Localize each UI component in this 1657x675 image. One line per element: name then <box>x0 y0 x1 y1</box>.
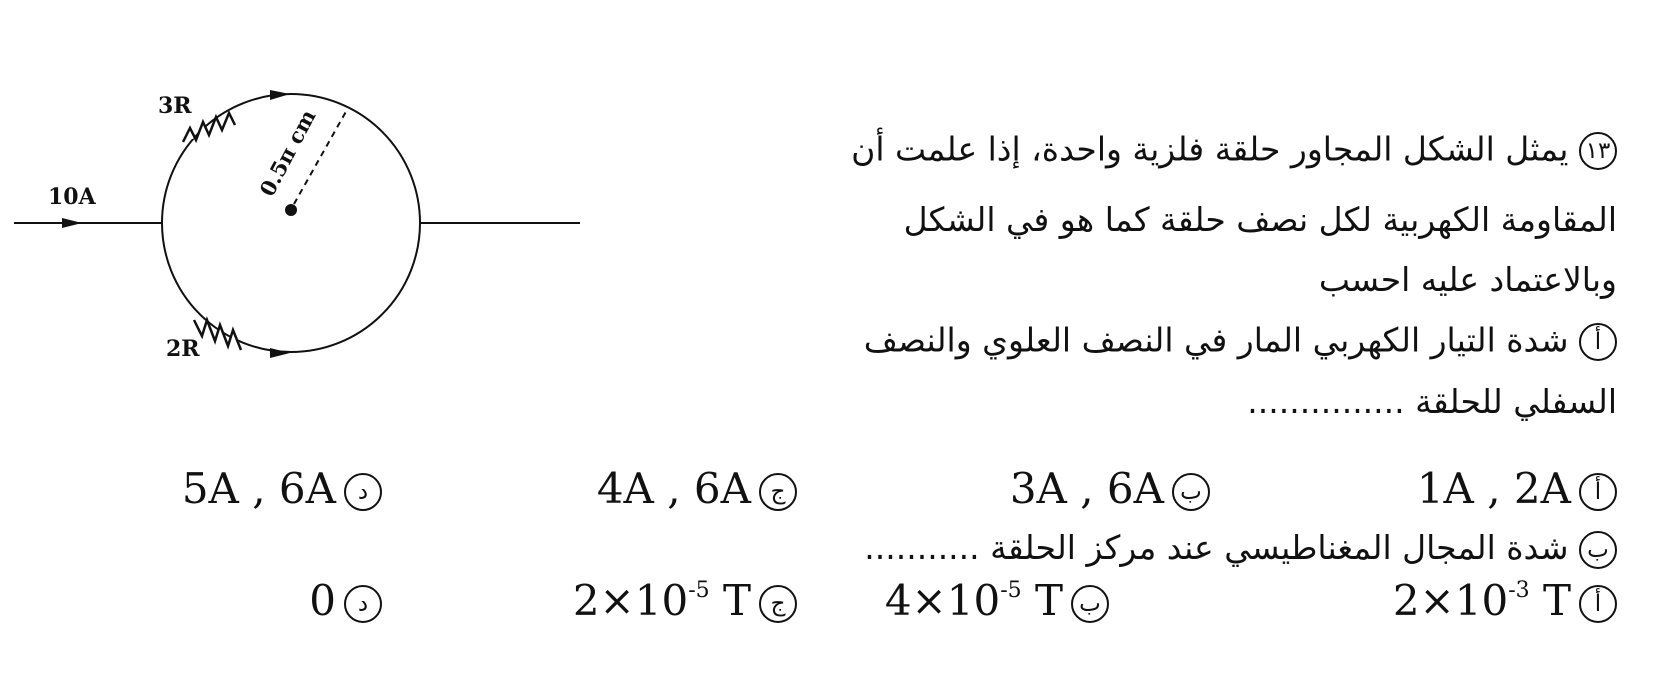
part-b-line <box>864 528 1617 569</box>
option-a4[interactable]: 5A , 6A د <box>182 468 382 511</box>
ring-center-dot <box>285 204 297 216</box>
upper-resistor-label: 3R <box>158 93 192 119</box>
option-marker: ب <box>1071 585 1109 623</box>
option-marker: ب <box>1172 473 1210 511</box>
option-a2[interactable]: 3A , 6A ب <box>1010 468 1210 511</box>
question-number: ١٣ <box>1579 132 1617 170</box>
input-arrow <box>62 218 82 228</box>
part-b-marker: ب <box>1579 531 1617 569</box>
option-b1[interactable]: $2\times 10^{-3}$ T أ <box>1393 580 1617 623</box>
question-line-3: وبالاعتماد عليه احسب <box>1318 260 1617 299</box>
lower-resistor-label: 2R <box>166 336 200 362</box>
option-marker: ج <box>759 585 797 623</box>
part-a-line-2: السفلي للحلقة ............... <box>1247 382 1617 421</box>
question-line-2: المقاومة الكهربية لكل نصف حلقة كما هو في الشكل <box>903 200 1617 239</box>
option-a3[interactable]: 4A , 6A ج <box>597 468 797 511</box>
part-a-line-1 <box>863 320 1617 361</box>
option-marker: د <box>344 473 382 511</box>
option-marker: أ <box>1579 585 1617 623</box>
part-a-text-1: شدة التيار الكهربي المار في النصف العلوي والنصف <box>863 320 1569 360</box>
part-b-text: شدة المجال المغناطيسي عند مركز الحلقة ........... <box>864 528 1569 567</box>
option-a1[interactable]: 1A , 2A أ <box>1417 468 1617 511</box>
option-marker: أ <box>1579 473 1617 511</box>
circuit-figure <box>0 80 640 400</box>
question-text-1: يمثل الشكل المجاور حلقة فلزية واحدة، إذا علمت أن <box>851 129 1569 169</box>
lower-ring-arrow <box>270 348 290 358</box>
lower-resistor-zigzag <box>194 320 241 350</box>
part-a-marker: أ <box>1579 323 1617 361</box>
option-marker: ج <box>759 473 797 511</box>
question-line-1 <box>851 129 1617 170</box>
current-label: 10A <box>48 184 96 210</box>
option-marker: د <box>344 585 382 623</box>
radius-label: 0.5π cm <box>254 105 321 201</box>
option-b2[interactable]: $4\times 10^{-5}$ T ب <box>885 580 1109 623</box>
option-b3[interactable]: $2\times 10^{-5}$ T ج <box>573 580 797 623</box>
option-b4[interactable]: 0 د <box>309 580 382 623</box>
